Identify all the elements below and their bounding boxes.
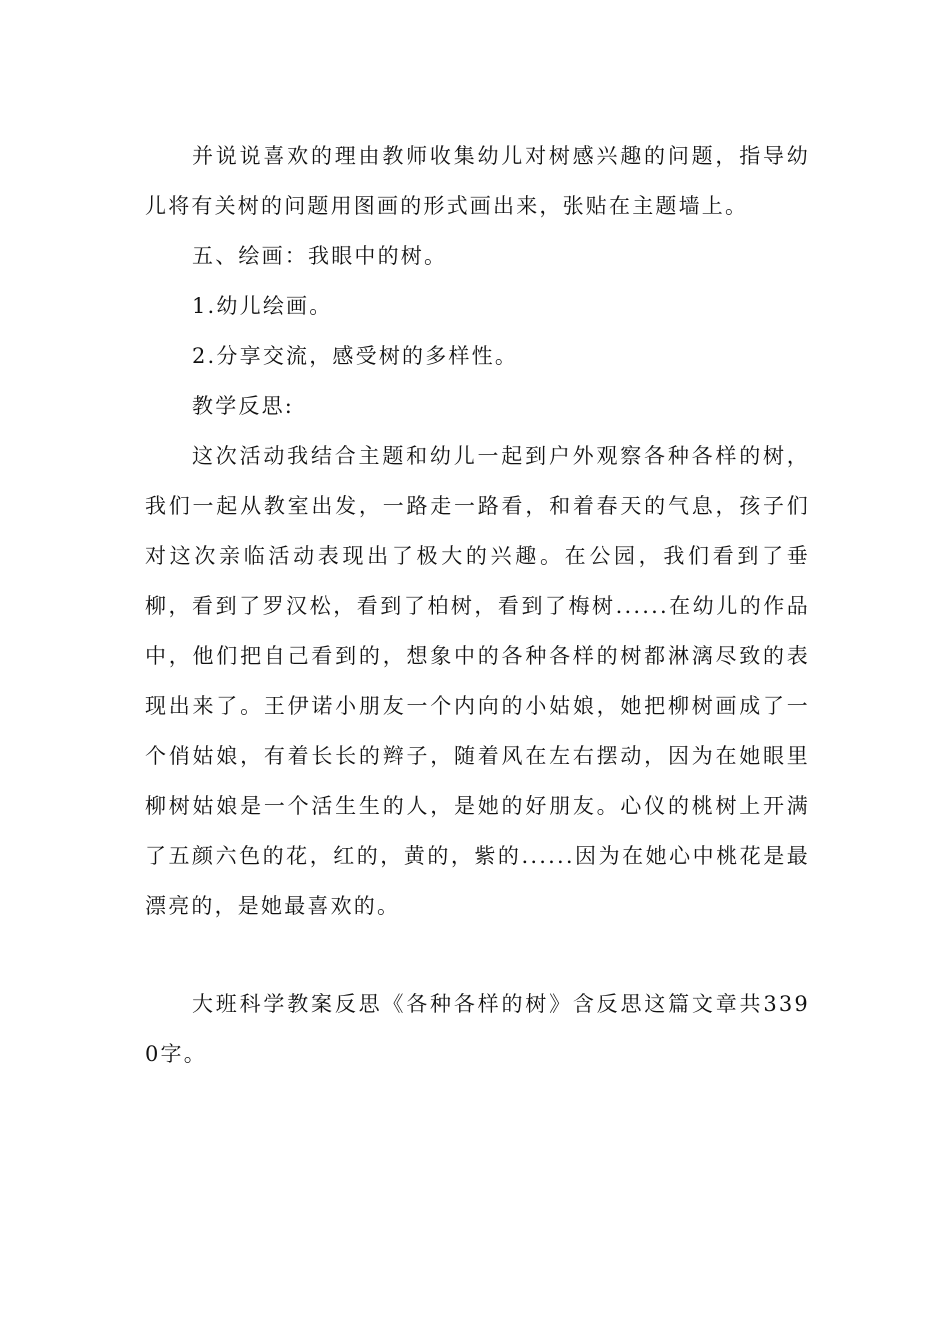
step-item-1: 1.幼儿绘画。	[192, 294, 333, 318]
paragraph-intro: 并说说喜欢的理由教师收集幼儿对树感兴趣的问题，指导幼儿将有关树的问题用图画的形式画出来，张贴在主题墙上。	[145, 144, 810, 218]
step-item-2: 2.分享交流，感受树的多样性。	[192, 344, 519, 368]
paragraph-spacer	[145, 931, 810, 979]
reflection-paragraph: 这次活动我结合主题和幼儿一起到户外观察各种各样的树，我们一起从教室出发，一路走一路看，和着春天的气息，孩子们对这次亲临活动表现出了极大的兴趣。在公园，我们看到了垂柳，看到了罗汉松，看到了柏树，看到了梅树......在幼儿的作品中，他们把自己看到的，想象中的各种各样的树都淋漓尽致的表现出来了。王伊诺小朋友一个内向的小姑娘，她把柳树画成了一个俏姑娘，有着长长的辫子，随着风在左右摆动，因为在她眼里柳树姑娘是一个活生生的人，是她的好朋友。心仪的桃树上开满了五颜六色的花，红的，黄的，紫的......因为在她心中桃花是最漂亮的，是她最喜欢的。	[145, 444, 810, 918]
reflection-heading: 教学反思:	[192, 394, 295, 418]
document-body	[145, 131, 810, 1079]
article-footer-note: 大班科学教案反思《各种各样的树》含反思这篇文章共3390字。	[145, 992, 810, 1066]
section-heading-drawing: 五、绘画：我眼中的树。	[192, 244, 448, 268]
